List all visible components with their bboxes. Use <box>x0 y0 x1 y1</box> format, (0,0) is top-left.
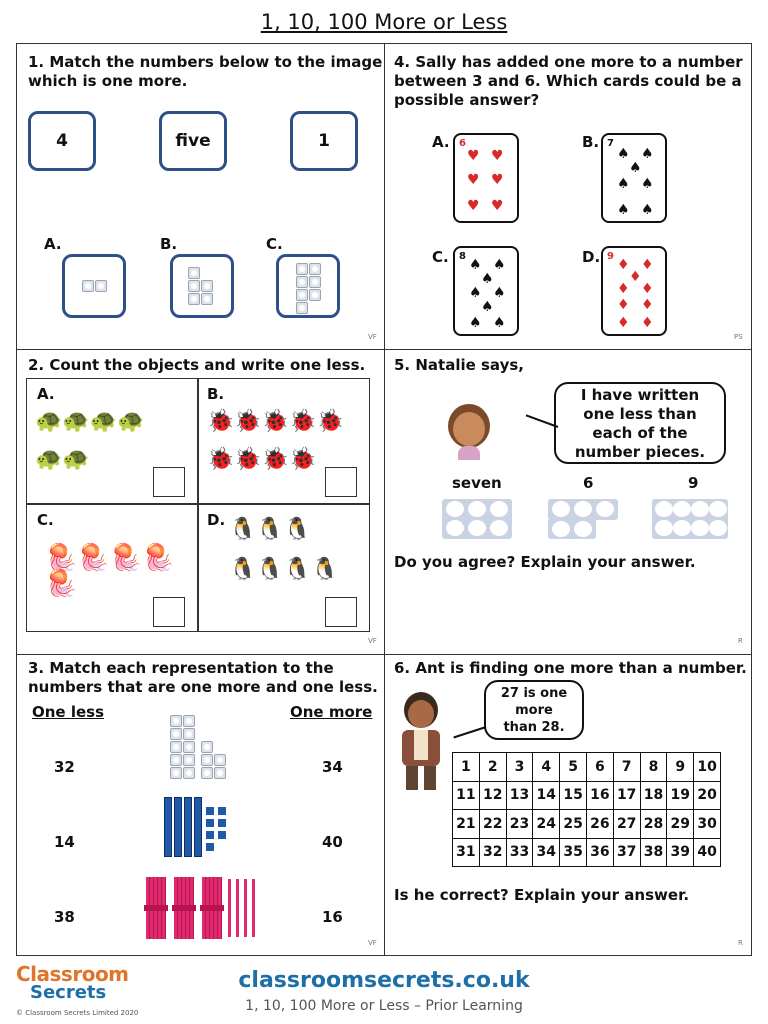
number-grid-row <box>453 838 721 867</box>
natalie-avatar <box>440 398 498 462</box>
q5-tag: R <box>738 637 743 645</box>
q4-playing-card-a[interactable]: 6 ♥ ♥ ♥ ♥ ♥ ♥ <box>453 133 519 223</box>
q5-prompt: 5. Natalie says, <box>394 356 524 374</box>
footer-subtitle: 1, 10, 100 More or Less – Prior Learning <box>245 998 523 1014</box>
number-grid-cell[interactable]: 7 <box>613 753 640 782</box>
ladybird-icon: 🐞🐞🐞🐞 <box>207 447 317 472</box>
q4-prompt-line2: between 3 and 6. Which cards could be a <box>394 72 742 90</box>
q2-panel-label: D. <box>207 511 226 529</box>
number-grid-cell[interactable]: 26 <box>586 810 613 839</box>
number-grid-cell[interactable]: 25 <box>560 810 587 839</box>
number-grid-cell[interactable]: 39 <box>667 838 694 867</box>
q4-prompt-line1: 4. Sally has added one more to a number <box>394 53 743 71</box>
number-grid-cell[interactable]: 33 <box>506 838 533 867</box>
number-grid-cell[interactable]: 23 <box>506 810 533 839</box>
q2-panel-c <box>26 504 198 632</box>
number-grid-cell[interactable]: 30 <box>694 810 721 839</box>
number-grid-row <box>453 810 721 839</box>
number-grid-cell[interactable]: 4 <box>533 753 560 782</box>
q1-tag: VF <box>368 333 377 341</box>
tens-frame-representation[interactable] <box>170 715 226 777</box>
number-grid-cell[interactable]: 37 <box>613 838 640 867</box>
number-grid-cell[interactable]: 31 <box>453 838 480 867</box>
q2-panel-label: B. <box>207 385 225 403</box>
number-grid-cell[interactable]: 34 <box>533 838 560 867</box>
row-divider-1 <box>17 349 751 350</box>
logo: Secrets <box>30 982 107 1003</box>
puffin-icon: 🐧🐧🐧🐧 <box>229 557 339 582</box>
q5-number-piece-seven[interactable] <box>442 499 512 539</box>
q5-speech-bubble: I have written one less than each of the number pieces. <box>554 382 726 464</box>
number-grid-cell[interactable]: 35 <box>560 838 587 867</box>
number-grid-cell[interactable]: 16 <box>586 781 613 810</box>
number-grid-cell[interactable]: 14 <box>533 781 560 810</box>
q2-answer-box-c[interactable] <box>153 597 185 627</box>
q6-speech-bubble: 27 is one more than 28. <box>484 680 584 740</box>
number-grid-row <box>453 753 721 782</box>
one-less-value[interactable]: 32 <box>54 758 75 776</box>
q2-tag: VF <box>368 637 377 645</box>
q4-card-label: C. <box>432 248 449 266</box>
one-less-header: One less <box>32 703 104 721</box>
q2-answer-box-b[interactable] <box>325 467 357 497</box>
ant-avatar <box>396 690 448 798</box>
one-more-value[interactable]: 16 <box>322 908 343 926</box>
q4-playing-card-d[interactable]: 9 ♦ ♦ ♦ ♦ ♦ ♦ ♦ ♦ ♦ <box>601 246 667 336</box>
q1-prompt-line1: 1. Match the numbers below to the image <box>28 53 383 71</box>
q5-piece-label: 6 <box>583 474 594 492</box>
number-grid-cell[interactable]: 38 <box>640 838 667 867</box>
q1-option-c-image[interactable] <box>276 254 340 318</box>
q2-panel-label: C. <box>37 511 54 529</box>
site-url[interactable]: classroomsecrets.co.uk <box>238 968 530 993</box>
number-grid-cell[interactable]: 5 <box>560 753 587 782</box>
q6-question: Is he correct? Explain your answer. <box>394 886 690 904</box>
number-grid-cell[interactable]: 40 <box>694 838 721 867</box>
q1-option-a-image[interactable] <box>62 254 126 318</box>
q3-prompt-line1: 3. Match each representation to the <box>28 659 334 677</box>
q2-prompt: 2. Count the objects and write one less. <box>28 356 366 374</box>
number-grid-cell[interactable]: 21 <box>453 810 480 839</box>
q6-tag: R <box>738 939 743 947</box>
one-more-value[interactable]: 40 <box>322 833 343 851</box>
number-grid-cell[interactable]: 24 <box>533 810 560 839</box>
one-more-value[interactable]: 34 <box>322 758 343 776</box>
number-grid-cell[interactable]: 18 <box>640 781 667 810</box>
puffin-icon: 🐧🐧🐧 <box>229 517 312 542</box>
number-grid-cell[interactable]: 22 <box>479 810 506 839</box>
q4-card-label: B. <box>582 133 600 151</box>
number-grid-cell[interactable]: 2 <box>479 753 506 782</box>
number-grid-cell[interactable]: 19 <box>667 781 694 810</box>
number-grid-row <box>453 781 721 810</box>
number-grid-cell[interactable]: 8 <box>640 753 667 782</box>
number-grid-cell[interactable]: 12 <box>479 781 506 810</box>
q2-answer-box-a[interactable] <box>153 467 185 497</box>
copyright: © Classroom Secrets Limited 2020 <box>16 1009 139 1017</box>
turtle-icon: 🐢🐢 <box>35 447 90 472</box>
number-grid-cell[interactable]: 9 <box>667 753 694 782</box>
column-divider <box>384 44 385 955</box>
number-grid-cell[interactable]: 10 <box>694 753 721 782</box>
turtle-icon: 🐢🐢🐢🐢 <box>35 409 145 434</box>
number-grid-cell[interactable]: 32 <box>479 838 506 867</box>
q4-playing-card-b[interactable]: 7 ♠ ♠ ♠ ♠ ♠ ♠ ♠ <box>601 133 667 223</box>
logo: Classroom <box>16 962 129 986</box>
number-grid-cell[interactable]: 11 <box>453 781 480 810</box>
q2-panel-b <box>198 378 370 504</box>
q1-option-label: C. <box>266 235 283 253</box>
q5-question: Do you agree? Explain your answer. <box>394 553 696 571</box>
number-grid-cell[interactable]: 3 <box>506 753 533 782</box>
q2-answer-box-d[interactable] <box>325 597 357 627</box>
q1-prompt-line2: which is one more. <box>28 72 188 90</box>
q5-piece-label: seven <box>452 474 502 492</box>
jellyfish-icon: 🪼🪼🪼🪼🪼 <box>45 543 175 599</box>
q1-number-card[interactable]: five <box>159 111 227 171</box>
q1-option-label: B. <box>160 235 178 253</box>
q1-number-card[interactable]: 4 <box>28 111 96 171</box>
ladybird-icon: 🐞🐞🐞🐞🐞 <box>207 409 344 434</box>
q6-prompt: 6. Ant is finding one more than a number. <box>394 659 747 677</box>
one-less-value[interactable]: 38 <box>54 908 75 926</box>
number-grid-cell[interactable]: 17 <box>613 781 640 810</box>
q4-prompt-line3: possible answer? <box>394 91 540 109</box>
q1-number-card[interactable]: 1 <box>290 111 358 171</box>
number-grid-cell[interactable]: 15 <box>560 781 587 810</box>
q5-piece-label: 9 <box>688 474 699 492</box>
q1-option-label: A. <box>44 235 62 253</box>
number-grid-cell[interactable]: 13 <box>506 781 533 810</box>
q4-playing-card-c[interactable]: 8 ♠ ♠ ♠ ♠ ♠ ♠ ♠ ♠ <box>453 246 519 336</box>
q2-panel-label: A. <box>37 385 55 403</box>
straw-bundles-representation[interactable] <box>146 877 256 939</box>
row-divider-2 <box>17 654 751 655</box>
q5-number-piece-six[interactable] <box>548 499 618 520</box>
number-grid-cell[interactable]: 6 <box>586 753 613 782</box>
number-grid <box>452 752 721 867</box>
q2-panel-d <box>198 504 370 632</box>
q4-card-label: A. <box>432 133 450 151</box>
q4-tag: PS <box>734 333 743 341</box>
number-grid-cell[interactable]: 27 <box>613 810 640 839</box>
q2-panel-a <box>26 378 198 504</box>
q5-number-piece-six-bottom <box>548 519 596 539</box>
base-ten-blocks-representation[interactable] <box>164 797 234 857</box>
q5-number-piece-nine[interactable] <box>652 499 728 539</box>
one-more-header: One more <box>290 703 373 721</box>
one-less-value[interactable]: 14 <box>54 833 75 851</box>
number-grid-cell[interactable]: 1 <box>453 753 480 782</box>
number-grid-cell[interactable]: 36 <box>586 838 613 867</box>
number-grid-cell[interactable]: 20 <box>694 781 721 810</box>
q3-tag: VF <box>368 939 377 947</box>
q3-prompt-line2: numbers that are one more and one less. <box>28 678 378 696</box>
number-grid-cell[interactable]: 29 <box>667 810 694 839</box>
q4-card-label: D. <box>582 248 601 266</box>
q1-option-b-image[interactable] <box>170 254 234 318</box>
page-title: 1, 10, 100 More or Less <box>260 10 508 34</box>
number-grid-cell[interactable]: 28 <box>640 810 667 839</box>
